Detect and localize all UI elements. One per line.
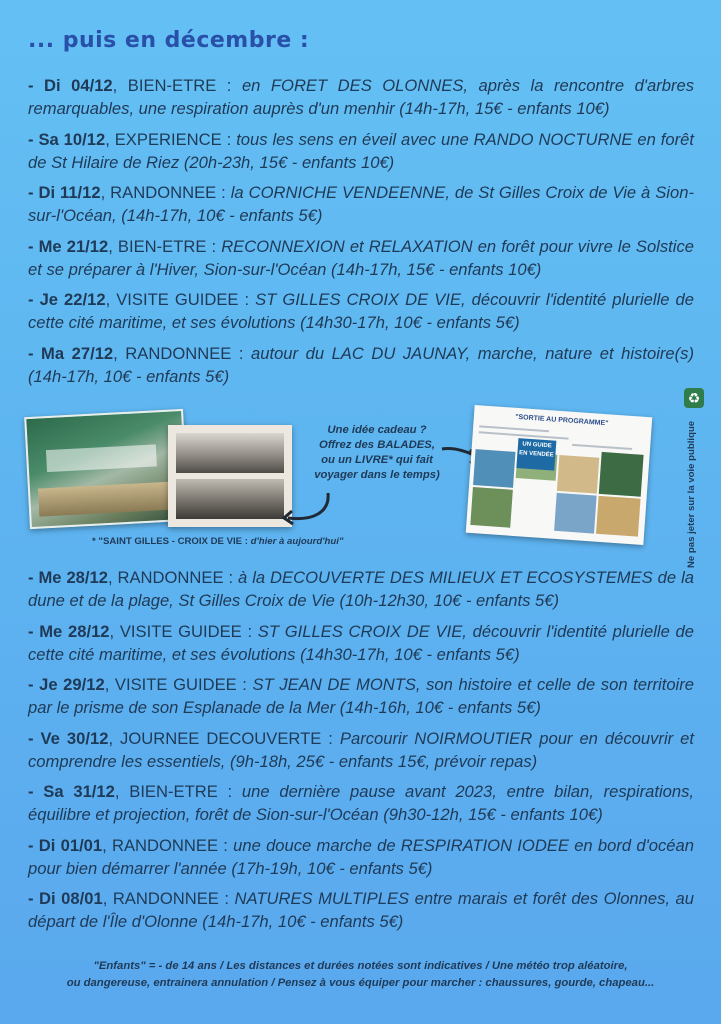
event-item xyxy=(28,834,694,880)
event-category: , BIEN-ETRE : xyxy=(108,236,217,256)
footer-line: "Enfants" = - de 14 ans / Les distances et durées notées sont indicatives / Une météo trop aléatoire, xyxy=(93,960,628,972)
event-date: - Me 21/12 xyxy=(28,236,109,256)
flyer-photo xyxy=(554,493,597,534)
event-description: ST GILLES CROIX DE VIE, découvrir l'identité plurielle de cette cité maritime, et ses évolutions (14h30-17h, 10€ - enfants 5€) xyxy=(28,621,694,664)
event-date: - Di 04/12 xyxy=(28,76,113,95)
event-item xyxy=(28,342,694,388)
callout-line: Offrez des BALADES, xyxy=(319,439,435,451)
event-item xyxy=(28,727,694,773)
book-caption xyxy=(92,536,343,547)
event-date: - Di 08/01 xyxy=(28,889,103,908)
event-description: tous les sens en éveil avec une RANDO NOCTURNE en forêt de St Hilaire de Riez (20h-23h, 15€ - enfants 10€) xyxy=(28,129,694,172)
event-item xyxy=(28,181,694,227)
page-title: ... puis en décembre : xyxy=(28,28,310,53)
gift-idea-callout xyxy=(302,423,452,483)
events-list-top xyxy=(28,74,694,395)
litter-notice: Ne pas jeter sur la voie publique xyxy=(686,420,697,568)
event-item xyxy=(28,673,694,719)
event-description: une douce marche de RESPIRATION IODEE en bord d'océan pour bien démarrer l'année (17h-19h, 10€ - enfants 5€) xyxy=(28,835,694,878)
event-date: - Je 22/12 xyxy=(28,290,106,309)
event-category: , JOURNEE DECOUVERTE : xyxy=(108,728,333,748)
callout-line: Une idée cadeau ? xyxy=(327,424,427,436)
event-item xyxy=(28,288,694,334)
promo-section xyxy=(0,405,721,565)
flyer-photo xyxy=(557,455,599,494)
book-cover-image xyxy=(24,409,189,529)
event-date: - Sa 31/12 xyxy=(28,782,115,801)
event-date: - Ve 30/12 xyxy=(28,728,109,748)
event-item xyxy=(28,887,694,933)
event-description: autour du LAC DU JAUNAY, marche, nature et histoire(s) (14h-17h, 10€ - enfants 5€) xyxy=(28,343,694,386)
event-date: - Di 11/12 xyxy=(28,183,101,202)
event-category: , RANDONNEE : xyxy=(102,835,228,855)
arrow-left-icon xyxy=(276,491,332,527)
book-caption-title: * "SAINT GILLES - CROIX DE VIE : xyxy=(92,536,248,547)
event-item xyxy=(28,620,694,666)
event-description: à la DECOUVERTE DES MILIEUX ET ECOSYSTEMES de la dune et de la plage, St Gilles Croix de Vie (10h-12h30, 10€ - enfants 5€) xyxy=(28,568,694,610)
event-description: RECONNEXION et RELAXATION en forêt pour vivre le Solstice et se préparer à l'Hiver, Sion-sur-l'Océan (14h-17h, 15€ - enfants 10€) xyxy=(28,236,694,279)
new-photo xyxy=(176,479,284,519)
event-date: - Je 29/12 xyxy=(28,675,105,694)
event-description: une dernière pause avant 2023, entre bilan, respirations, équilibre et projection, forêt de Sion-sur-l'Océan (9h30-12h, 15€ - enfants 10€) xyxy=(28,782,694,824)
event-description: NATURES MULTIPLES entre marais et forêt des Olonnes, au départ de l'Île d'Olonne (14h-17h, 10€ - enfants 5€) xyxy=(28,889,694,931)
flyer-photo-grid xyxy=(470,449,645,541)
book-inner-photos xyxy=(168,425,292,527)
event-date: - Sa 10/12 xyxy=(28,129,106,149)
flyer-photo xyxy=(599,452,644,497)
callout-line: ou un LIVRE* qui fait xyxy=(321,454,433,466)
event-date: - Ma 27/12 xyxy=(28,343,114,363)
event-date: - Di 01/01 xyxy=(28,835,103,855)
flyer-badge: UN GUIDE EN VENDÉE xyxy=(516,438,556,471)
event-description: ST GILLES CROIX DE VIE, découvrir l'identité plurielle de cette cité maritime, et ses évolutions (14h30-17h, 10€ - enfants 5€) xyxy=(28,290,694,332)
gift-voucher-flyer xyxy=(466,405,652,545)
event-category: , RANDONNEE : xyxy=(113,343,244,363)
flyer-header: "SORTIE AU PROGRAMME" xyxy=(514,413,609,428)
book-cover-shore xyxy=(38,481,179,516)
event-category: , VISITE GUIDEE : xyxy=(109,621,253,641)
event-category: , RANDONNEE : xyxy=(107,568,234,587)
flyer-photo xyxy=(470,487,513,528)
footer-notes xyxy=(20,958,701,992)
old-photo xyxy=(176,433,284,473)
event-category: , BIEN-ETRE : xyxy=(112,76,232,95)
event-category: , RANDONNEE : xyxy=(100,183,226,202)
flyer-photo xyxy=(596,496,641,537)
flyer-photo xyxy=(473,449,515,488)
event-item xyxy=(28,74,694,120)
recycle-icon: ♻ xyxy=(684,388,704,408)
event-date: - Me 28/12 xyxy=(28,568,108,587)
book-caption-subtitle: d'hier à aujourd'hui" xyxy=(250,536,344,547)
event-item xyxy=(28,780,694,826)
event-description: en FORET DES OLONNES, après la rencontre d'arbres remarquables, une respiration auprès d'un menhir (14h-17h, 15€ - enfants 10€) xyxy=(28,76,695,118)
event-category: , VISITE GUIDEE : xyxy=(104,675,247,694)
event-category: , EXPERIENCE : xyxy=(105,129,232,149)
event-item xyxy=(28,235,694,281)
event-description: la CORNICHE VENDEENNE, de St Gilles Croix de Vie à Sion-sur-l'Océan, (14h-17h, 10€ - enfants 5€) xyxy=(28,183,694,225)
events-list-bottom xyxy=(28,566,694,941)
event-description: ST JEAN DE MONTS, son histoire et celle de son territoire par le prisme de son Esplanade de la Mer (14h-16h, 10€ - enfants 5€) xyxy=(28,675,694,717)
event-category: , VISITE GUIDEE : xyxy=(105,290,250,309)
callout-line: voyager dans le temps) xyxy=(314,469,440,481)
footer-line: ou dangereuse, entrainera annulation / Pensez à vous équiper pour marcher : chaussures, gourde, chapeau... xyxy=(66,977,655,989)
event-date: - Me 28/12 xyxy=(28,621,110,641)
event-description: Parcourir NOIRMOUTIER pour en découvrir et comprendre les essentiels, (9h-18h, 25€ - enfants 15€, prévoir repas) xyxy=(28,728,694,771)
event-item xyxy=(28,128,694,174)
book-cover-title-band xyxy=(46,444,157,472)
event-category: , RANDONNEE : xyxy=(102,889,229,908)
event-item xyxy=(28,566,694,612)
flyer-line xyxy=(572,444,632,450)
event-category: , BIEN-ETRE : xyxy=(114,782,233,801)
